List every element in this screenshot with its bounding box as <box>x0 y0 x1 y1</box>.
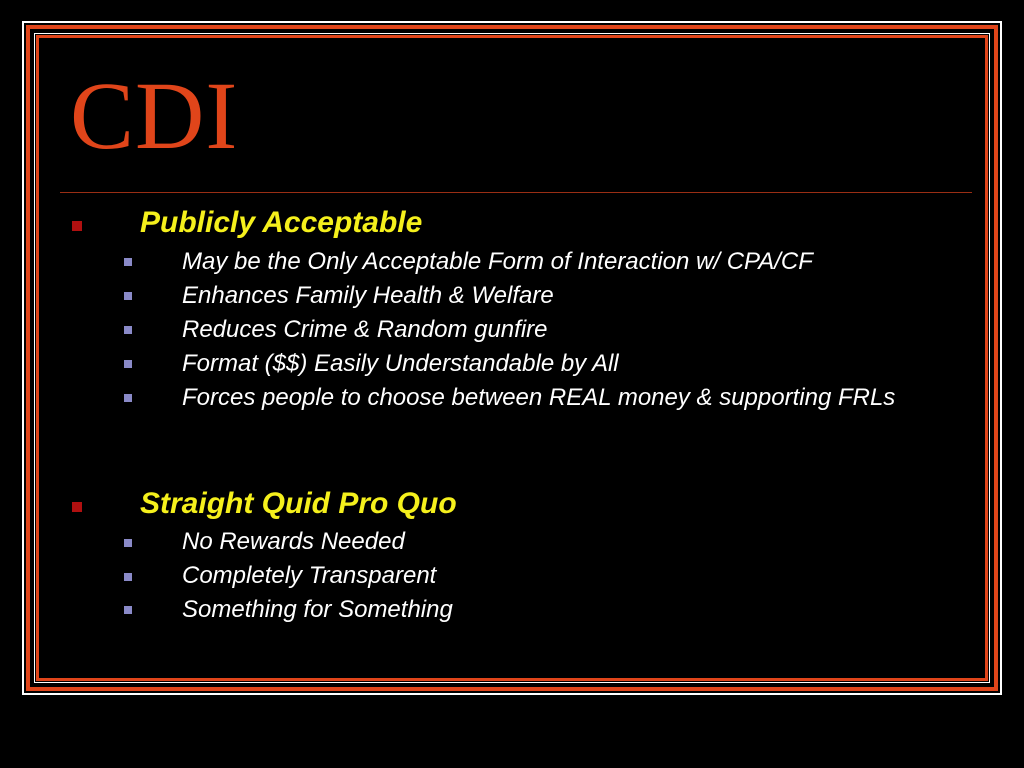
list-item: Something for Something <box>182 596 453 623</box>
square-bullet-icon <box>124 394 132 402</box>
list-item: Format ($$) Easily Understandable by All <box>182 350 619 377</box>
list-item: Reduces Crime & Random gunfire <box>182 316 548 343</box>
square-bullet-icon <box>72 502 82 512</box>
list-item: Forces people to choose between REAL money & supporting FRLs <box>182 384 896 411</box>
list-item: Enhances Family Health & Welfare <box>182 282 554 309</box>
square-bullet-icon <box>124 539 132 547</box>
section-heading: Publicly Acceptable <box>140 206 423 239</box>
square-bullet-icon <box>124 360 132 368</box>
square-bullet-icon <box>124 258 132 266</box>
square-bullet-icon <box>124 292 132 300</box>
section-heading: Straight Quid Pro Quo <box>140 487 457 520</box>
list-item: Completely Transparent <box>182 562 437 589</box>
square-bullet-icon <box>124 606 132 614</box>
square-bullet-icon <box>124 326 132 334</box>
square-bullet-icon <box>124 573 132 581</box>
slide-title: CDI <box>70 62 239 169</box>
square-bullet-icon <box>72 221 82 231</box>
list-item: No Rewards Needed <box>182 528 405 555</box>
list-item: May be the Only Acceptable Form of Interaction w/ CPA/CF <box>182 248 813 275</box>
